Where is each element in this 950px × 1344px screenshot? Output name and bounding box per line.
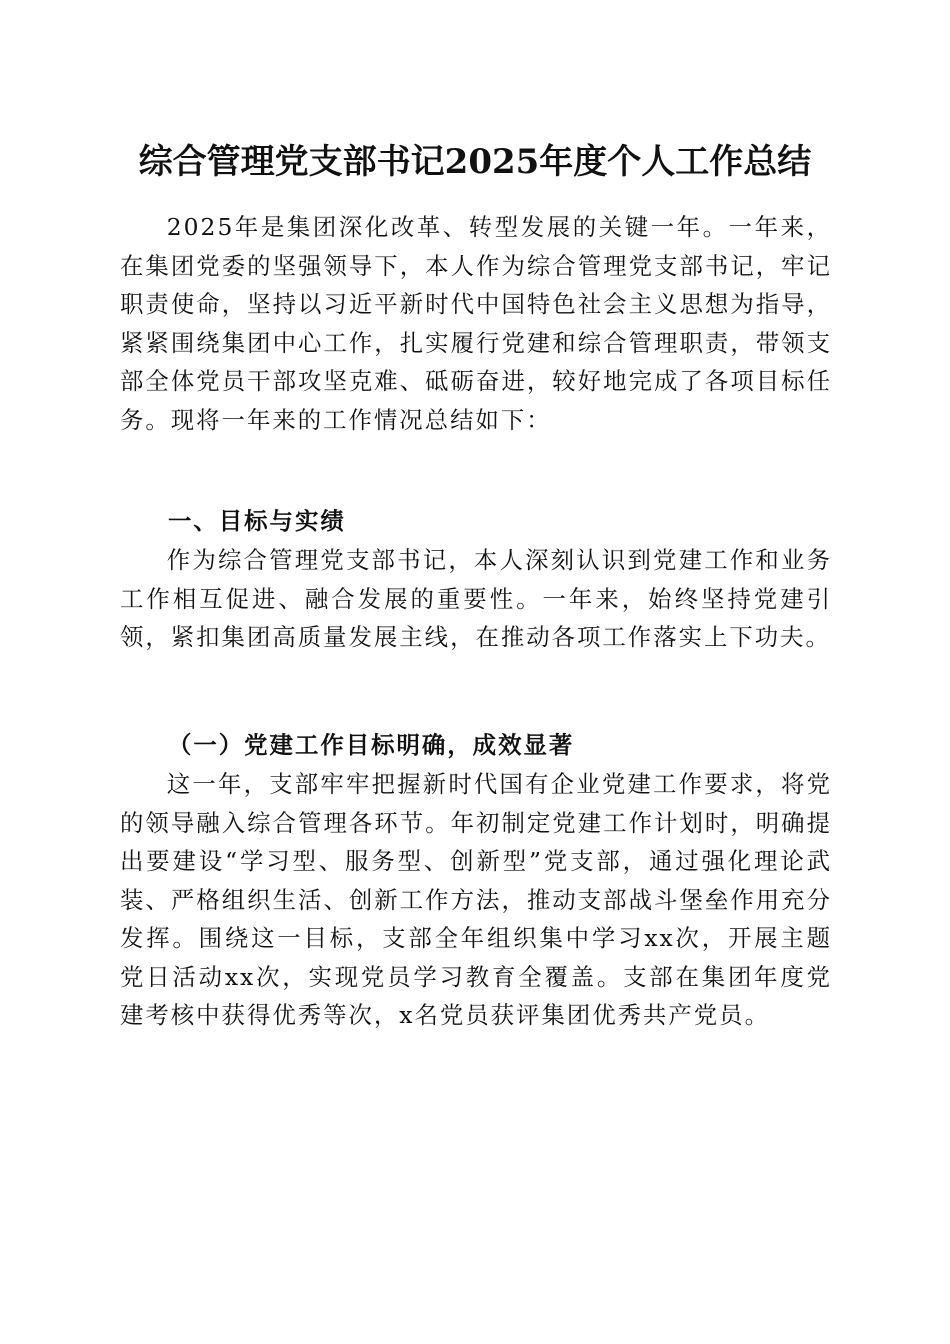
subsection-paragraph: 这一年，支部牢牢把握新时代国有企业党建工作要求，将党的领导融入综合管理各环节。年初制定党建工作计划时，明确提出要建设“学习型、服务型、创新型”党支部，通过强化理论武装、严格组织生活、创新工作方法，推动支部战斗堡垒作用充分发挥。围绕这一目标，支部全年组织集中学习xx次，开展主题党日活动xx次，实现党员学习教育全覆盖。支部在集团年度党建考核中获得优秀等次，x名党员获评集团优秀共产党员。 [120, 770, 832, 1029]
subsection-heading: （一）党建工作目标明确，成效显著 [168, 731, 575, 759]
section-heading: 一、目标与实绩 [168, 507, 346, 535]
document-title: 综合管理党支部书记2025年度个人工作总结 [138, 142, 812, 182]
intro-paragraph: 2025年是集团深化改革、转型发展的关键一年。一年来，在集团党委的坚强领导下，本人作为综合管理党支部书记，牢记职责使命，坚持以习近平新时代中国特色社会主义思想为指导，紧紧围绕集团中心工作，扎实履行党建和综合管理职责，带领支部全体党员干部攻坚克难、砥砺奋进，较好地完成了各项目标任务。现将一年来的工作情况总结如下： [120, 213, 832, 434]
section-paragraph: 作为综合管理党支部书记，本人深刻认识到党建工作和业务工作相互促进、融合发展的重要性。一年来，始终坚持党建引领，紧扣集团高质量发展主线，在推动各项工作落实上下功夫。 [120, 546, 832, 651]
